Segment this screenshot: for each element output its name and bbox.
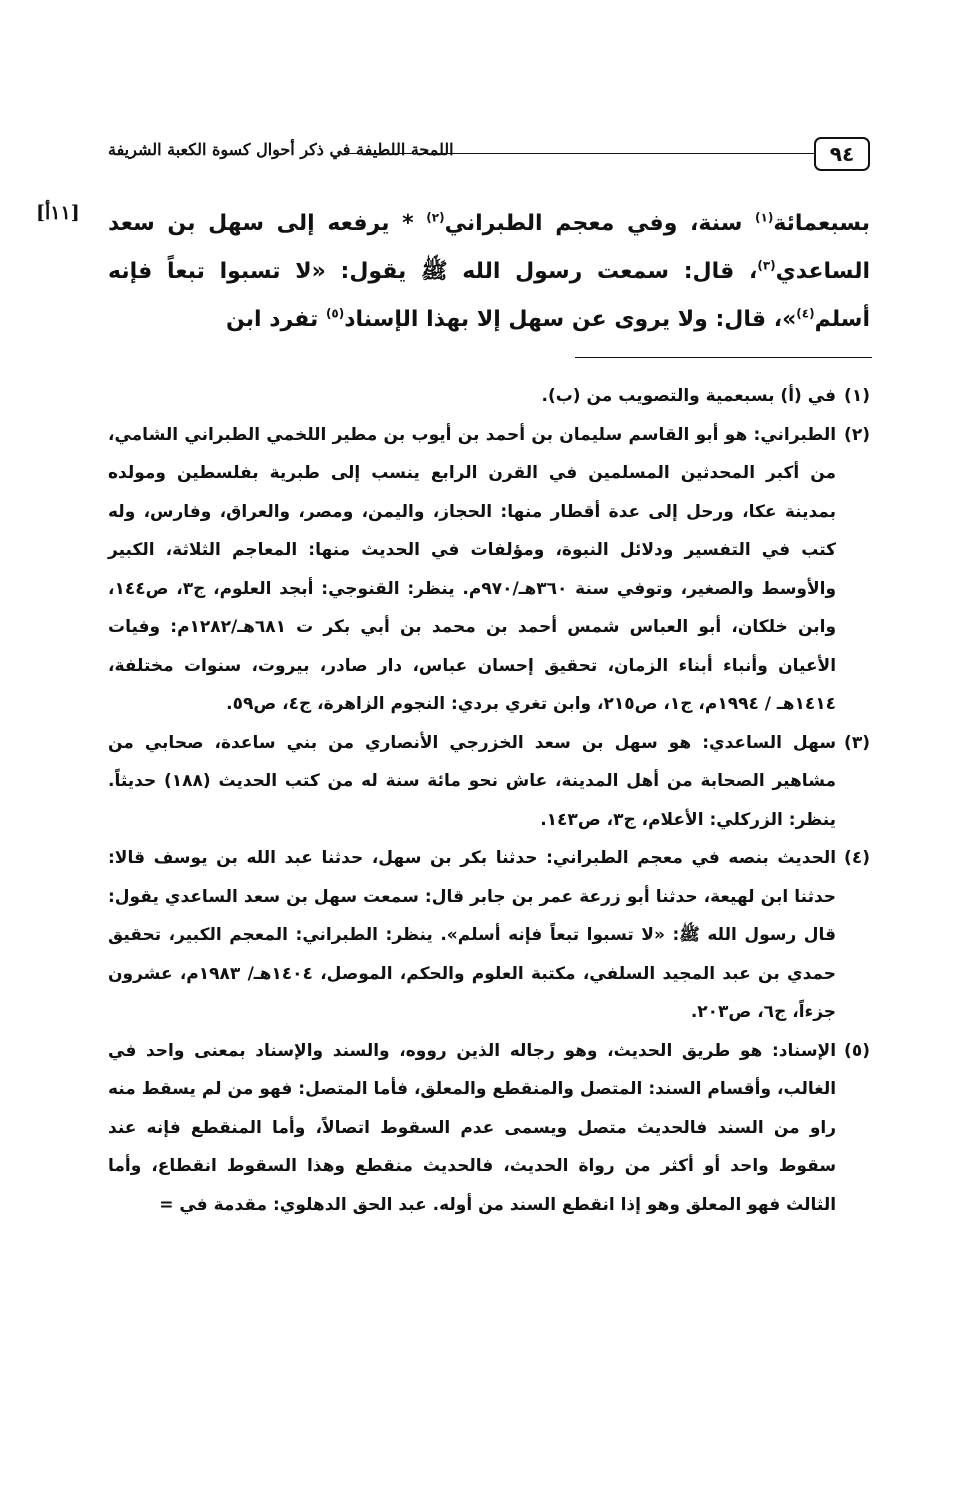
running-title: اللمحة اللطيفة في ذكر أحوال كسوة الكعبة الشريفة (108, 140, 454, 159)
footnote-text: الحديث بنصه في معجم الطبراني: حدثنا بكر بن سهل، حدثنا عبد الله بن يوسف قالا: حدثنا ابن لهيعة، حدثنا أبو زرعة عمر بن جابر قال: سمعت سهل بن سعد الساعدي يقول: قال رسول الله ﷺ: «لا تسبوا تبعاً فإنه أسلم». ينظر: الطبراني: المعجم الكبير، تحقيق حمدي بن عبد المجيد السلفي، مكتبة العلوم والحكم، الموصل، ١٤٠٤هـ/ ١٩٨٣م، عشرون جزءاً، ج٦، ص٢٠٣. (108, 848, 837, 1022)
continuation-mark: = (159, 1194, 180, 1215)
page-header (108, 135, 870, 175)
footnote-text-body: الإسناد: هو طريق الحديث، وهو رجاله الذين رووه، والسند والإسناد بمعنى واحد في الغالب، وأقسام السند: المتصل والمنقطع والمعلق، فأما المتصل: فهو من لم يسقط منه راو من السند فالحديث متصل ويسمى عدم السقوط اتصالاً، وأما المنقطع فإنه عند سقوط واحد أو أكثر من رواة الحديث، فالحديث منقطع وهذا السقوط انقطاع، وأما الثالث فهو المعلق وهو إذا انقطع السند من أوله. عبد الحق الدهلوي: مقدمة في (108, 1040, 837, 1215)
footnote (108, 377, 870, 416)
footnote (108, 416, 870, 724)
footnote-text (108, 1032, 836, 1225)
main-text-segment: سنة، وفي معجم الطبراني (444, 211, 756, 236)
footnote-number: (٢) (844, 424, 870, 445)
main-text-segment: بسبعمائة (773, 211, 870, 236)
main-text-segment: * يرفعه إلى سهل بن سعد الساعدي (108, 211, 870, 284)
footnote-ref: (٢) (426, 210, 445, 225)
page-number-box: ٩٤ (814, 137, 870, 171)
main-text-segment: تفرد ابن (225, 307, 326, 332)
footnote-ref: (١) (755, 210, 774, 225)
footnotes (108, 377, 870, 1224)
footnote-text: سهل الساعدي: هو سهل بن سعد الخزرجي الأنصاري من بني ساعدة، صحابي من مشاهير الصحابة من أهل المدينة، عاش نحو مائة سنة له من كتب الحديث (١٨٨) حديثاً. ينظر: الزركلي: الأعلام، ج٣، ص١٤٣. (108, 732, 837, 830)
footnote (108, 1032, 870, 1225)
main-text-segment: »، قال: ولا يروى عن سهل إلا بهذا الإسناد (344, 307, 797, 332)
footnote-number: (٥) (844, 1040, 870, 1061)
footnote (108, 724, 870, 840)
footnote-ref: (٤) (796, 306, 815, 321)
footnote-text: الطبراني: هو أبو القاسم سليمان بن أحمد بن أيوب بن مطير اللخمي الطبراني الشامي، من أكبر المحدثين المسلمين في القرن الرابع ينسب إلى طبرية بفلسطين ومولده بمدينة عكا، ورحل إلى عدة أقطار منها: الحجاز، واليمن، ومصر، والعراق، وفارس، وله كتب في التفسير ودلائل النبوة، ومؤلفات في الحديث منها: المعاجم الثلاثة، الكبير والأوسط والصغير، وتوفي سنة ٣٦٠هـ/٩٧٠م. ينظر: القنوجي: أبجد العلوم، ج٣، ص١٤٤، وابن خلكان، أبو العباس شمس أحمد بن محمد بن أبي بكر ت ٦٨١هـ/١٢٨٢م: وفيات الأعيان وأنباء أبناء الزمان، تحقيق إحسان عباس، دار صادر، بيروت، سنوات مختلفة، ١٤١٤هـ / ١٩٩٤م، ج١، ص٢١٥، وابن تغري بردي: النجوم الزاهرة، ج٤، ص٥٩. (108, 424, 837, 714)
main-text (108, 200, 870, 344)
footnote-ref: (٥) (325, 306, 345, 321)
main-text-segment: ، قال: سمعت رسول الله ﷺ يقول: «لا تسبوا تبعاً فإنه أسلم (108, 259, 870, 332)
folio-marker: [١١أ] (36, 202, 80, 224)
footnote-number: (٤) (844, 848, 870, 868)
footnote-number: (١) (844, 386, 870, 406)
footnote (108, 839, 870, 1032)
footnote-divider (575, 357, 872, 358)
footnote-ref: (٣) (757, 258, 776, 273)
footnote-number: (٣) (844, 732, 870, 753)
footnote-text: في (أ) بسبعمية والتصويب من (ب). (541, 386, 837, 406)
